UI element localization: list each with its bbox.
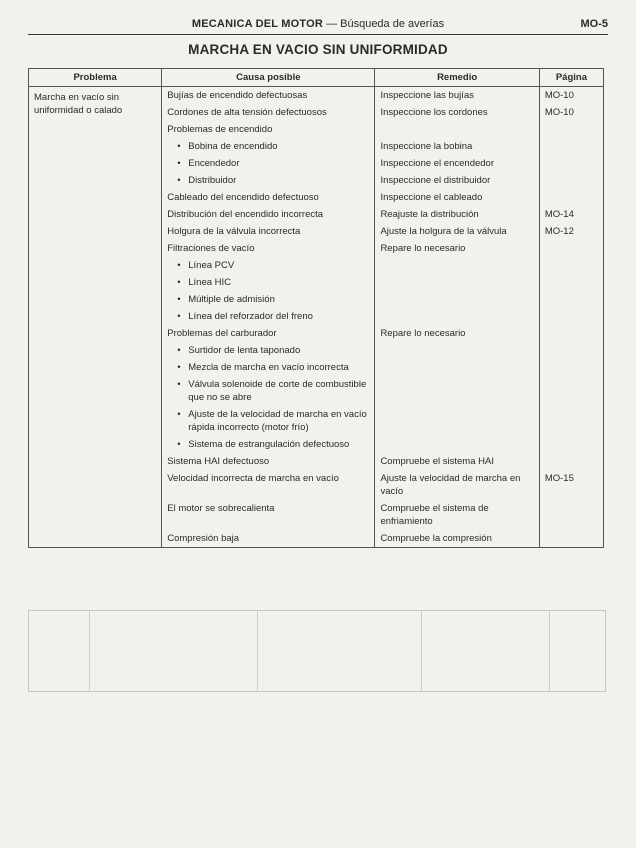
cause-text: Encendedor [188,158,240,169]
table-header-row [29,69,604,87]
cause-item [162,223,374,240]
column-header-remedy: Remedio [375,69,539,87]
remedy-item [375,257,538,274]
troubleshooting-table [28,68,604,548]
bullet-icon: • [177,141,181,152]
page-ref: MO-14 [544,209,574,220]
cause-item [162,500,374,530]
page-ref [540,436,603,453]
remedy-item [375,291,538,308]
cause-text: Compresión baja [167,533,240,544]
remedy-item: Compruebe la compresión [380,533,492,544]
remedy-item: Repare lo necesario [380,328,466,339]
section-title: MECANICA DEL MOTOR [191,18,324,30]
page-code: MO-5 [580,18,608,30]
cause-item [162,453,374,470]
page-ref [540,138,603,155]
cause-item [162,138,374,155]
remedy-item [375,376,538,406]
remedy-item: Ajuste la velocidad de marcha en vacío [380,473,521,497]
page-ref [540,172,603,189]
faded-table-outline [28,610,606,692]
table-row [29,87,604,548]
bullet-icon: • [177,345,181,356]
bullet-icon: • [177,175,181,186]
page-ref [540,530,603,547]
page-ref: MO-10 [544,107,574,118]
page-ref: MO-15 [544,473,574,484]
page-ref [540,189,603,206]
cause-item [162,376,374,406]
page-ref [540,121,603,138]
page-ref: MO-10 [544,90,574,101]
cause-item [162,257,374,274]
page-ref [540,406,603,436]
cause-text: Línea HIC [188,277,232,288]
cause-item [162,274,374,291]
page-cell [539,87,603,548]
remedy-item: Compruebe el sistema HAI [380,456,494,467]
column-header-page: Página [539,69,603,87]
troubleshooting-table-wrapper [28,68,604,548]
column-header-problem: Problema [29,69,162,87]
cause-text: Cableado del encendido defectuoso [167,192,319,203]
page-ref [540,453,603,470]
bullet-icon: • [177,439,181,450]
page-header [28,14,608,35]
cause-item [162,406,374,436]
remedy-item: Inspeccione los cordones [380,107,488,118]
bullet-icon: • [177,158,181,169]
cause-item [162,308,374,325]
cause-text: Línea PCV [188,260,235,271]
cause-text: Sistema HAI defectuoso [167,456,270,467]
cause-text: Distribución del encendido incorrecta [167,209,324,220]
page-ref [540,325,603,342]
cause-text: Distribuidor [188,175,237,186]
remedy-item [375,308,538,325]
remedy-item: Inspeccione el encendedor [380,158,494,169]
page-ref [540,500,603,530]
column-header-cause: Causa posible [162,69,375,87]
bullet-icon: • [177,311,181,322]
cause-item [162,470,374,500]
remedy-item: Ajuste la holgura de la válvula [380,226,507,237]
remedy-item: Inspeccione el distribuidor [380,175,491,186]
cause-item [162,436,374,453]
remedy-item: Reajuste la distribución [380,209,479,220]
problem-cell: Marcha en vacío sin uniformidad o calado [29,87,162,548]
cause-text: Ajuste de la velocidad de marcha en vacío rápida incorrecto (motor frío) [188,409,367,433]
cause-text: Bobina de encendido [188,141,278,152]
cause-text: Surtidor de lenta taponado [188,345,301,356]
page-ref: MO-12 [544,226,574,237]
page-ref [540,155,603,172]
cause-text: Filtraciones de vacío [167,243,255,254]
page-ref [540,274,603,291]
cause-text: Mezcla de marcha en vacío incorrecta [188,362,349,373]
cause-item [162,530,374,547]
section-subtitle: — Búsqueda de averías [323,18,445,30]
page-ref [540,257,603,274]
cause-text: Problemas del carburador [167,328,277,339]
remedy-item: Repare lo necesario [380,243,466,254]
cause-text: Válvula solenoide de corte de combustible que no se abre [188,379,367,403]
cause-item [162,342,374,359]
cause-item [162,359,374,376]
bullet-icon: • [177,409,181,420]
cause-item [162,172,374,189]
cause-item [162,291,374,308]
remedy-item: Inspeccione la bobina [380,141,473,152]
cause-text: Múltiple de admisión [188,294,275,305]
cause-item [162,189,374,206]
cause-item [162,155,374,172]
page-ref [540,308,603,325]
cause-item [162,240,374,257]
page-ref [540,376,603,406]
page-ref [540,240,603,257]
cause-text: Línea del reforzador del freno [188,311,313,322]
remedy-item [375,406,538,436]
table-title: MARCHA EN VACIO SIN UNIFORMIDAD [188,42,448,57]
bullet-icon: • [177,260,181,271]
cause-text: Sistema de estrangulación defectuoso [188,439,350,450]
bullet-icon: • [177,294,181,305]
page-ref [540,359,603,376]
cause-item [162,325,374,342]
cause-item [162,104,374,121]
remedy-item [375,274,538,291]
remedy-item: Compruebe el sistema de enfriamiento [380,503,489,527]
remedy-item [375,121,538,138]
cause-text: Holgura de la válvula incorrecta [167,226,301,237]
cause-item [162,206,374,223]
cause-cell [162,87,375,548]
remedy-item [375,342,538,359]
remedy-item: Inspeccione las bujías [380,90,474,101]
cause-text: El motor se sobrecalienta [167,503,275,514]
bullet-icon: • [177,277,181,288]
bullet-icon: • [177,379,181,390]
remedy-item [375,436,538,453]
page-ref [540,291,603,308]
cause-text: Cordones de alta tensión defectuosos [167,107,327,118]
remedy-item: Inspeccione el cableado [380,192,483,203]
running-header [28,18,608,30]
page-ref [540,342,603,359]
cause-text: Velocidad incorrecta de marcha en vacío [167,473,339,484]
bullet-icon: • [177,362,181,373]
remedy-item [375,359,538,376]
cause-text: Bujías de encendido defectuosas [167,90,308,101]
cause-item [162,121,374,138]
cause-item [162,87,374,104]
cause-text: Problemas de encendido [167,124,273,135]
remedy-cell [375,87,539,548]
